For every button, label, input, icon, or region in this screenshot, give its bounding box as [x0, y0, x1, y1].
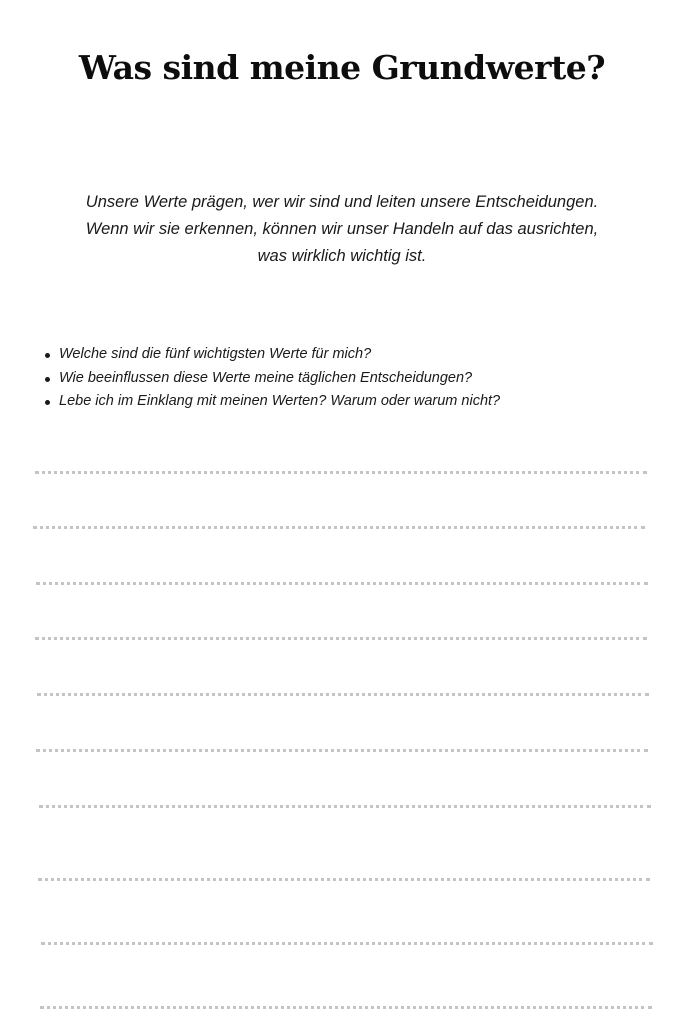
writing-line[interactable] [35, 637, 647, 640]
reflection-questions [40, 343, 500, 414]
question-item [40, 343, 500, 367]
bullet-icon [45, 377, 50, 382]
intro-line: Wenn wir sie erkennen, können wir unser Handeln auf das ausrichten, [85, 220, 599, 238]
writing-line[interactable] [33, 526, 645, 529]
question-item [40, 390, 500, 414]
bullet-icon [45, 353, 50, 358]
intro-paragraph [30, 189, 654, 270]
question-text: Wie beeinflussen diese Werte meine täglichen Entscheidungen? [59, 369, 473, 386]
writing-line[interactable] [36, 582, 648, 585]
intro-line: was wirklich wichtig ist. [257, 247, 427, 265]
bullet-icon [45, 400, 50, 405]
intro-line: Unsere Werte prägen, wer wir sind und leiten unsere Entscheidungen. [85, 193, 599, 211]
writing-line[interactable] [38, 878, 650, 881]
writing-line[interactable] [39, 805, 651, 808]
question-item [40, 367, 500, 391]
writing-line[interactable] [41, 942, 653, 945]
writing-line[interactable] [36, 749, 648, 752]
writing-line[interactable] [37, 693, 649, 696]
page-title: Was sind meine Grundwerte? [78, 48, 606, 87]
writing-line[interactable] [40, 1006, 652, 1009]
writing-line[interactable] [35, 471, 647, 474]
question-text: Lebe ich im Einklang mit meinen Werten? Warum oder warum nicht? [59, 393, 501, 409]
question-text: Welche sind die fünf wichtigsten Werte für mich? [59, 346, 372, 362]
